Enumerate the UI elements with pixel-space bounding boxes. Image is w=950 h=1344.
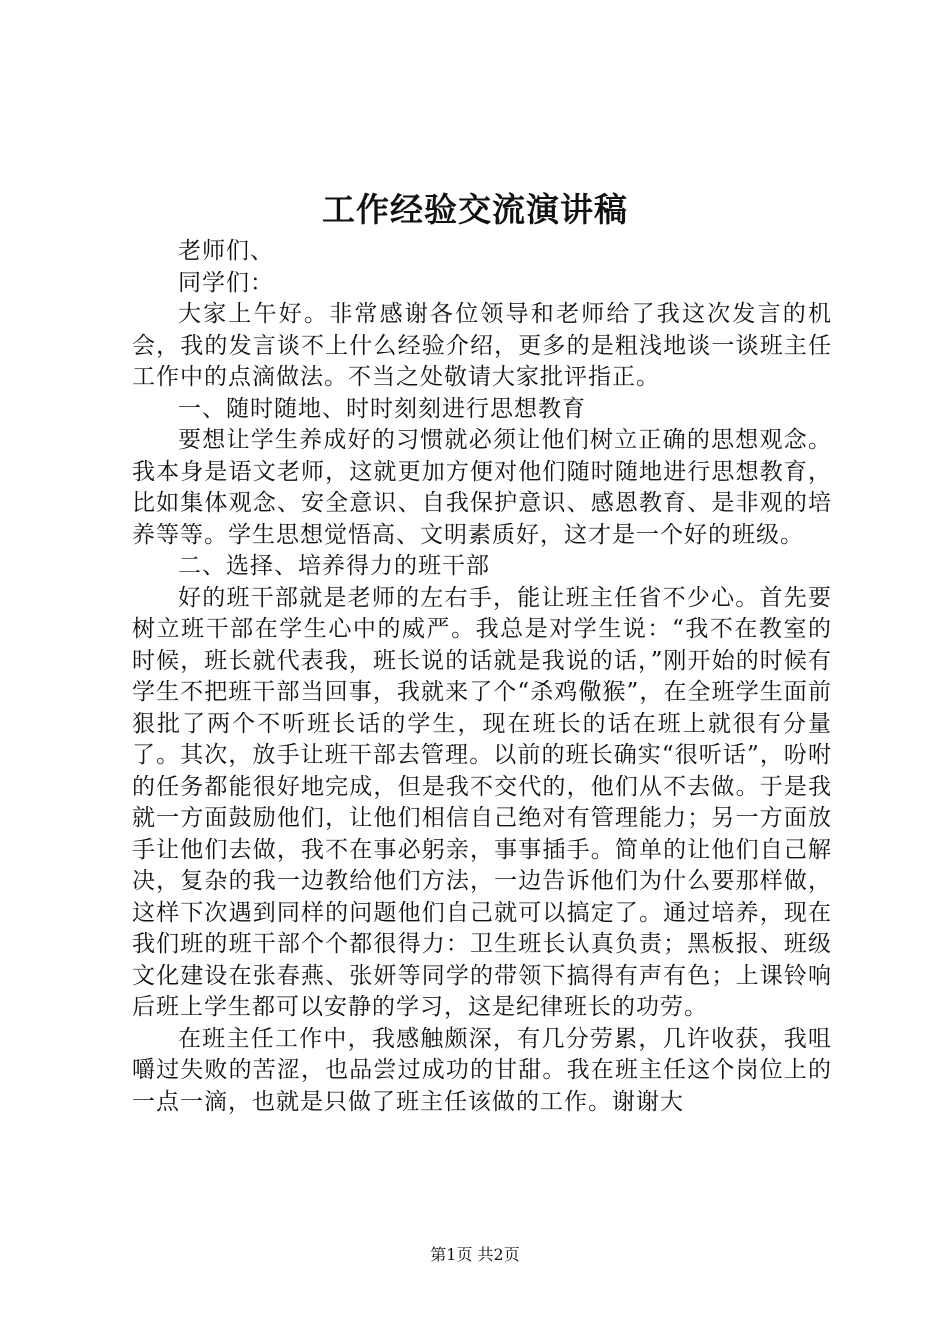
- section-2-paragraph: 好的班干部就是老师的左右手，能让班主任省不少心。首先要树立班干部在学生心中的威严。我总是对学生说：“我不在教室的时候，班长就代表我，班长说的话就是我说的话，”刚开始的时候有学生不把班干部当回事，我就来了个“杀鸡儆猴”，在全班学生面前狠批了两个不听班长话的学生，现在班长的话在班上就很有分量了。其次，放手让班干部去管理。以前的班长确实“很听话”，吩咐的任务都能很好地完成，但是我不交代的，他们从不去做。于是我就一方面鼓励他们，让他们相信自己绝对有管理能力；另一方面放手让他们去做，我不在事必躬亲，事事插手。简单的让他们自己解决，复杂的我一边教给他们方法，一边告诉他们为什么要那样做，这样下次遇到同样的问题他们自己就可以搞定了。通过培养，现在我们班的班干部个个都很得力：卫生班长认真负责；黑板报、班级文化建设在张春燕、张妍等同学的带领下搞得有声有色；上课铃响后班上学生都可以安静的学习，这是纪律班长的功劳。: [132, 584, 832, 1020]
- section-heading-2: 二、选择、培养得力的班干部: [178, 553, 490, 579]
- document-body: [132, 236, 832, 1118]
- page-footer: 第1页 共2页: [430, 1245, 520, 1264]
- opening-paragraph: 大家上午好。非常感谢各位领导和老师给了我这次发言的机会，我的发言谈不上什么经验介绍，更多的是粗浅地谈一谈班主任工作中的点滴做法。不当之处敬请大家批评指正。: [132, 301, 832, 390]
- section-heading-1: 一、随时随地、时时刻刻进行思想教育: [178, 395, 586, 422]
- closing-paragraph: 在班主任工作中，我感触颇深，有几分劳累，几许收获，我咀嚼过失败的苦涩，也品尝过成功的甘甜。我在班主任这个岗位上的一点一滴，也就是只做了班主任该做的工作。谢谢大: [132, 1025, 832, 1115]
- section-1-paragraph: 要想让学生养成好的习惯就必须让他们树立正确的思想观念。我本身是语文老师，这就更加方便对他们随时随地进行思想教育，比如集体观念、安全意识、自我保护意识、感恩教育、是非观的培养等等。学生思想觉悟高、文明素质好，这才是一个好的班级。: [132, 427, 832, 548]
- document-title: 工作经验交流演讲稿: [322, 190, 628, 229]
- salutation-students: 同学们：: [178, 269, 274, 296]
- salutation-teachers: 老师们、: [178, 238, 274, 264]
